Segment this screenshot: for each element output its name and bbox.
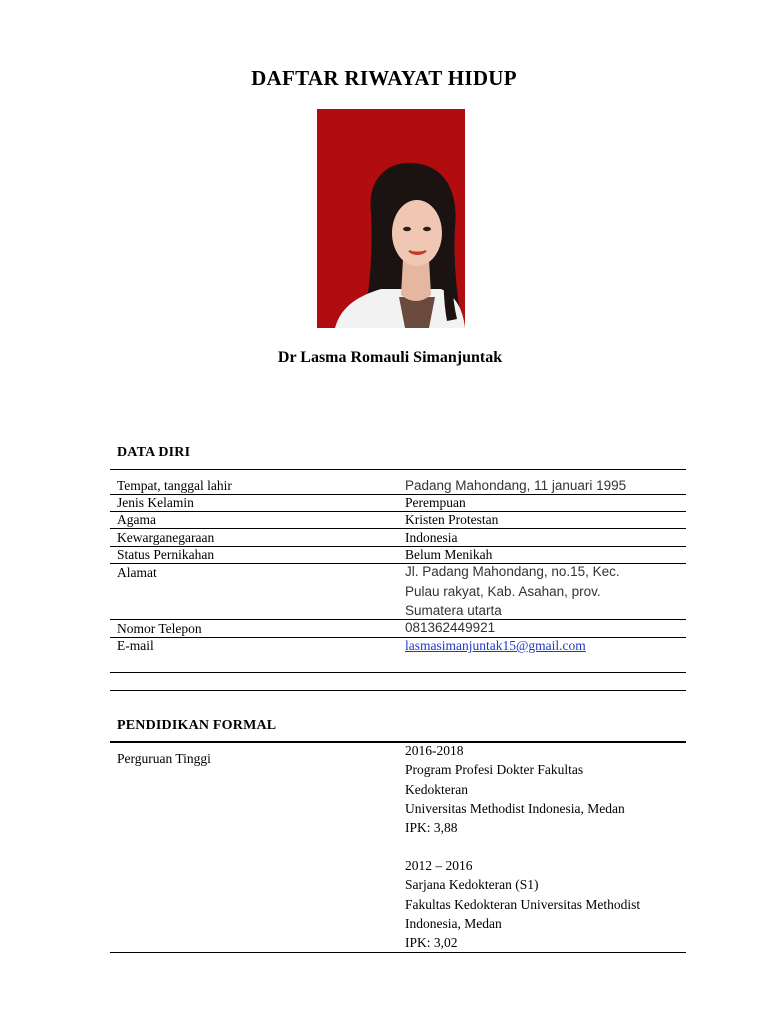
divider [110,690,686,691]
education-entry [405,741,685,837]
page-title: DAFTAR RIWAYAT HIDUP [251,66,517,90]
label-tempat-lahir: Tempat, tanggal lahir [117,478,232,493]
section-title-pendidikan-formal: PENDIDIKAN FORMAL [117,718,277,733]
label-alamat: Alamat [117,565,157,580]
divider [110,952,686,953]
education-line: Universitas Methodist Indonesia, Medan [405,800,625,816]
alamat-line: Jl. Padang Mahondang, no.15, Kec. [405,564,620,579]
label-jenis-kelamin: Jenis Kelamin [117,495,194,510]
label-perguruan-tinggi: Perguruan Tinggi [117,751,211,766]
full-name: Dr Lasma Romauli Simanjuntak [277,349,503,366]
education-line: Indonesia, Medan [405,915,502,931]
education-years: 2012 – 2016 [405,858,473,873]
education-line: Sarjana Kedokteran (S1) [405,877,539,893]
value-alamat [405,562,685,621]
divider [110,672,686,673]
education-years: 2016-2018 [405,743,464,758]
education-line: Program Profesi Dokter Fakultas [405,762,584,778]
alamat-line: Sumatera utarta [405,603,502,618]
portrait-photo [317,109,465,328]
label-status-pernikahan: Status Pernikahan [117,547,215,562]
label-agama: Agama [117,512,156,527]
education-line: IPK: 3,02 [405,935,458,951]
education-entry [405,856,685,952]
email-link[interactable]: lasmasimanjuntak15@gmail.com [405,638,586,653]
value-jenis-kelamin: Perempuan [405,495,466,510]
value-agama: Kristen Protestan [405,512,499,527]
value-kewarganegaraan: Indonesia [405,530,458,545]
education-line: Fakultas Kedokteran Universitas Methodist [405,896,641,912]
education-line: Kedokteran [405,781,468,797]
section-title-data-diri: DATA DIRI [117,445,191,460]
value-status-pernikahan: Belum Menikah [405,547,493,562]
education-line: IPK: 3,88 [405,820,458,836]
divider [110,469,686,470]
label-email: E-mail [117,638,154,653]
value-nomor-telepon: 081362449921 [405,620,496,635]
value-tempat-lahir: Padang Mahondang, 11 januari 1995 [405,478,627,493]
label-kewarganegaraan: Kewarganegaraan [117,530,215,545]
alamat-line: Pulau rakyat, Kab. Asahan, prov. [405,583,601,599]
label-nomor-telepon: Nomor Telepon [117,621,202,636]
